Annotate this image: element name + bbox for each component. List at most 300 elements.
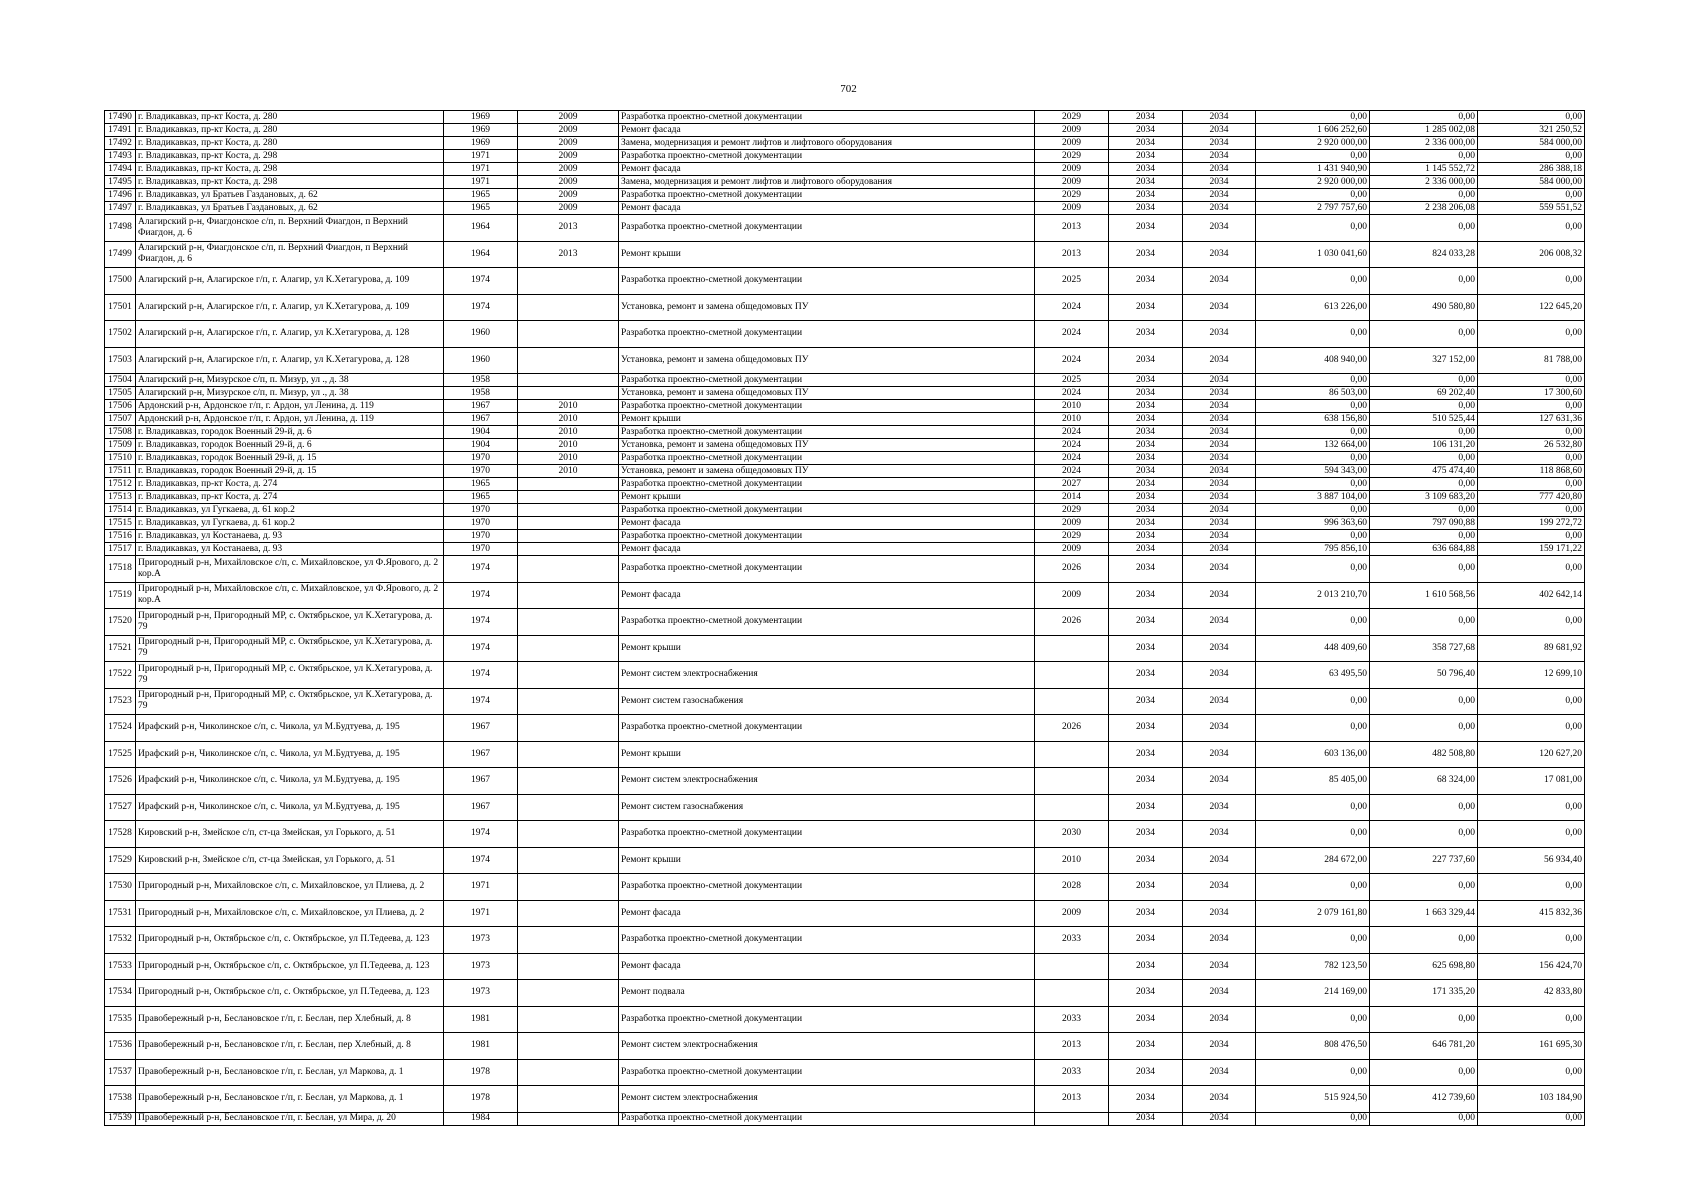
table-row — [105, 741, 1585, 768]
cell-row-number: 17492 — [105, 137, 136, 150]
cell-end-year: 2034 — [1183, 124, 1256, 137]
cell-fund-cost: 824 033,28 — [1370, 241, 1478, 268]
cell-last-repair-year — [518, 478, 619, 491]
cell-row-number: 17507 — [105, 413, 136, 426]
cell-end-year: 2034 — [1183, 111, 1256, 124]
cell-start-year: 2034 — [1109, 374, 1183, 387]
cell-owner-cost: 0,00 — [1478, 504, 1585, 517]
cell-end-year: 2034 — [1183, 241, 1256, 268]
cell-build-year: 1974 — [444, 688, 518, 715]
table-row — [105, 215, 1585, 242]
cell-last-repair-year: 2010 — [518, 465, 619, 478]
cell-end-year: 2034 — [1183, 582, 1256, 609]
cell-address: Кировский р-н, Змейское с/п, ст-ца Змейская, ул Горького, д. 51 — [136, 821, 444, 848]
cell-plan-year: 2013 — [1035, 1086, 1109, 1113]
cell-start-year: 2034 — [1109, 124, 1183, 137]
cell-owner-cost: 0,00 — [1478, 1006, 1585, 1033]
cell-owner-cost: 0,00 — [1478, 321, 1585, 348]
cell-last-repair-year — [518, 543, 619, 556]
cell-row-number: 17537 — [105, 1059, 136, 1086]
cell-owner-cost: 584 000,00 — [1478, 137, 1585, 150]
cell-address: Пригородный р-н, Пригородный МР, с. Октябрьское, ул К.Хетагурова, д. 79 — [136, 662, 444, 689]
cell-row-number: 17513 — [105, 491, 136, 504]
table-row — [105, 1033, 1585, 1060]
table-row — [105, 530, 1585, 543]
cell-build-year: 1967 — [444, 768, 518, 795]
cell-plan-year: 2029 — [1035, 111, 1109, 124]
cell-last-repair-year: 2009 — [518, 124, 619, 137]
cell-address: Пригородный р-н, Пригородный МР, с. Октябрьское, ул К.Хетагурова, д. 79 — [136, 635, 444, 662]
cell-fund-cost: 1 145 552,72 — [1370, 163, 1478, 176]
cell-build-year: 1974 — [444, 556, 518, 583]
cell-last-repair-year — [518, 530, 619, 543]
cell-last-repair-year — [518, 268, 619, 295]
cell-last-repair-year — [518, 517, 619, 530]
cell-start-year: 2034 — [1109, 980, 1183, 1007]
cell-start-year: 2034 — [1109, 163, 1183, 176]
cell-last-repair-year: 2009 — [518, 176, 619, 189]
cell-start-year: 2034 — [1109, 582, 1183, 609]
cell-start-year: 2034 — [1109, 1006, 1183, 1033]
cell-build-year: 1971 — [444, 163, 518, 176]
cell-start-year: 2034 — [1109, 927, 1183, 954]
cell-start-year: 2034 — [1109, 715, 1183, 742]
cell-fund-cost: 0,00 — [1370, 927, 1478, 954]
table-row — [105, 176, 1585, 189]
cell-row-number: 17499 — [105, 241, 136, 268]
cell-fund-cost: 0,00 — [1370, 1112, 1478, 1125]
table-row — [105, 347, 1585, 374]
table-row — [105, 111, 1585, 124]
cell-last-repair-year — [518, 741, 619, 768]
cell-start-year: 2034 — [1109, 202, 1183, 215]
cell-last-repair-year: 2009 — [518, 189, 619, 202]
cell-build-year: 1969 — [444, 137, 518, 150]
cell-last-repair-year — [518, 582, 619, 609]
cell-end-year: 2034 — [1183, 1059, 1256, 1086]
cell-end-year: 2034 — [1183, 321, 1256, 348]
cell-address: Алагирский р-н, Мизурское с/п, п. Мизур, ул ., д. 38 — [136, 387, 444, 400]
cell-end-year: 2034 — [1183, 426, 1256, 439]
cell-work-type: Ремонт фасада — [619, 124, 1035, 137]
cell-build-year: 1974 — [444, 821, 518, 848]
cell-plan-year: 2010 — [1035, 847, 1109, 874]
cell-plan-year: 2013 — [1035, 241, 1109, 268]
cell-total-cost: 808 476,50 — [1256, 1033, 1370, 1060]
cell-build-year: 1960 — [444, 347, 518, 374]
cell-fund-cost: 0,00 — [1370, 215, 1478, 242]
cell-end-year: 2034 — [1183, 347, 1256, 374]
cell-work-type: Ремонт фасада — [619, 163, 1035, 176]
cell-work-type: Разработка проектно-сметной документации — [619, 1006, 1035, 1033]
cell-start-year: 2034 — [1109, 543, 1183, 556]
cell-plan-year — [1035, 980, 1109, 1007]
cell-fund-cost: 0,00 — [1370, 478, 1478, 491]
cell-last-repair-year — [518, 662, 619, 689]
cell-work-type: Разработка проектно-сметной документации — [619, 504, 1035, 517]
table-row — [105, 688, 1585, 715]
cell-address: Правобережный р-н, Беслановское г/п, г. Беслан, пер Хлебный, д. 8 — [136, 1006, 444, 1033]
cell-plan-year: 2026 — [1035, 556, 1109, 583]
cell-owner-cost: 0,00 — [1478, 426, 1585, 439]
cell-row-number: 17538 — [105, 1086, 136, 1113]
cell-address: Пригородный р-н, Пригородный МР, с. Октябрьское, ул К.Хетагурова, д. 79 — [136, 609, 444, 636]
cell-row-number: 17497 — [105, 202, 136, 215]
cell-fund-cost: 0,00 — [1370, 1006, 1478, 1033]
cell-work-type: Ремонт фасада — [619, 517, 1035, 530]
cell-start-year: 2034 — [1109, 1086, 1183, 1113]
cell-plan-year: 2030 — [1035, 821, 1109, 848]
cell-total-cost: 0,00 — [1256, 927, 1370, 954]
cell-work-type: Разработка проектно-сметной документации — [619, 150, 1035, 163]
cell-start-year: 2034 — [1109, 176, 1183, 189]
cell-plan-year: 2033 — [1035, 1059, 1109, 1086]
cell-total-cost: 0,00 — [1256, 478, 1370, 491]
cell-address: г. Владикавказ, городок Военный 29-й, д. 6 — [136, 439, 444, 452]
table-row — [105, 163, 1585, 176]
cell-total-cost: 0,00 — [1256, 715, 1370, 742]
cell-start-year: 2034 — [1109, 530, 1183, 543]
table-row — [105, 439, 1585, 452]
cell-row-number: 17526 — [105, 768, 136, 795]
cell-total-cost: 613 226,00 — [1256, 294, 1370, 321]
cell-row-number: 17512 — [105, 478, 136, 491]
cell-fund-cost: 510 525,44 — [1370, 413, 1478, 426]
table-row — [105, 980, 1585, 1007]
cell-plan-year: 2024 — [1035, 294, 1109, 321]
cell-fund-cost: 1 663 329,44 — [1370, 900, 1478, 927]
cell-row-number: 17503 — [105, 347, 136, 374]
cell-row-number: 17514 — [105, 504, 136, 517]
cell-address: Алагирский р-н, Алагирское г/п, г. Алагир, ул К.Хетагурова, д. 109 — [136, 294, 444, 321]
cell-last-repair-year — [518, 504, 619, 517]
cell-fund-cost: 0,00 — [1370, 556, 1478, 583]
table-row — [105, 847, 1585, 874]
cell-last-repair-year — [518, 374, 619, 387]
cell-start-year: 2034 — [1109, 768, 1183, 795]
cell-build-year: 1974 — [444, 268, 518, 295]
table-row — [105, 1112, 1585, 1125]
cell-start-year: 2034 — [1109, 1112, 1183, 1125]
cell-row-number: 17539 — [105, 1112, 136, 1125]
cell-row-number: 17527 — [105, 794, 136, 821]
cell-work-type: Разработка проектно-сметной документации — [619, 452, 1035, 465]
cell-fund-cost: 0,00 — [1370, 426, 1478, 439]
cell-total-cost: 85 405,00 — [1256, 768, 1370, 795]
cell-row-number: 17523 — [105, 688, 136, 715]
cell-last-repair-year: 2010 — [518, 439, 619, 452]
cell-fund-cost: 68 324,00 — [1370, 768, 1478, 795]
cell-build-year: 1974 — [444, 582, 518, 609]
cell-address: Ардонский р-н, Ардонское г/п, г. Ардон, ул Ленина, д. 119 — [136, 400, 444, 413]
cell-address: г. Владикавказ, ул Костанаева, д. 93 — [136, 530, 444, 543]
cell-row-number: 17521 — [105, 635, 136, 662]
cell-last-repair-year: 2009 — [518, 163, 619, 176]
cell-work-type: Ремонт крыши — [619, 413, 1035, 426]
cell-start-year: 2034 — [1109, 662, 1183, 689]
table-row — [105, 794, 1585, 821]
cell-total-cost: 0,00 — [1256, 452, 1370, 465]
cell-end-year: 2034 — [1183, 768, 1256, 795]
cell-start-year: 2034 — [1109, 517, 1183, 530]
cell-row-number: 17490 — [105, 111, 136, 124]
cell-owner-cost: 120 627,20 — [1478, 741, 1585, 768]
cell-fund-cost: 2 238 206,08 — [1370, 202, 1478, 215]
cell-address: г. Владикавказ, ул Гугкаева, д. 61 кор.2 — [136, 504, 444, 517]
cell-plan-year — [1035, 1112, 1109, 1125]
cell-total-cost: 2 920 000,00 — [1256, 176, 1370, 189]
cell-row-number: 17501 — [105, 294, 136, 321]
cell-total-cost: 2 920 000,00 — [1256, 137, 1370, 150]
cell-owner-cost: 0,00 — [1478, 688, 1585, 715]
cell-start-year: 2034 — [1109, 478, 1183, 491]
cell-end-year: 2034 — [1183, 452, 1256, 465]
cell-owner-cost: 26 532,80 — [1478, 439, 1585, 452]
cell-plan-year: 2029 — [1035, 504, 1109, 517]
cell-owner-cost: 0,00 — [1478, 268, 1585, 295]
cell-owner-cost: 286 388,18 — [1478, 163, 1585, 176]
cell-fund-cost: 1 285 002,08 — [1370, 124, 1478, 137]
cell-work-type: Разработка проектно-сметной документации — [619, 609, 1035, 636]
cell-fund-cost: 482 508,80 — [1370, 741, 1478, 768]
cell-build-year: 1965 — [444, 189, 518, 202]
cell-end-year: 2034 — [1183, 1112, 1256, 1125]
cell-fund-cost: 490 580,80 — [1370, 294, 1478, 321]
cell-fund-cost: 327 152,00 — [1370, 347, 1478, 374]
cell-fund-cost: 0,00 — [1370, 111, 1478, 124]
cell-last-repair-year — [518, 1112, 619, 1125]
cell-fund-cost: 358 727,68 — [1370, 635, 1478, 662]
cell-row-number: 17505 — [105, 387, 136, 400]
table-row — [105, 1086, 1585, 1113]
cell-plan-year: 2033 — [1035, 927, 1109, 954]
cell-end-year: 2034 — [1183, 202, 1256, 215]
cell-plan-year: 2024 — [1035, 426, 1109, 439]
cell-total-cost: 0,00 — [1256, 321, 1370, 348]
cell-total-cost: 2 797 757,60 — [1256, 202, 1370, 215]
cell-work-type: Разработка проектно-сметной документации — [619, 1112, 1035, 1125]
cell-fund-cost: 0,00 — [1370, 715, 1478, 742]
cell-end-year: 2034 — [1183, 953, 1256, 980]
cell-end-year: 2034 — [1183, 150, 1256, 163]
cell-owner-cost: 89 681,92 — [1478, 635, 1585, 662]
cell-total-cost: 0,00 — [1256, 215, 1370, 242]
cell-fund-cost: 0,00 — [1370, 374, 1478, 387]
cell-row-number: 17511 — [105, 465, 136, 478]
cell-total-cost: 0,00 — [1256, 821, 1370, 848]
cell-address: Правобережный р-н, Беслановское г/п, г. Беслан, ул Маркова, д. 1 — [136, 1086, 444, 1113]
cell-fund-cost: 2 336 000,00 — [1370, 137, 1478, 150]
cell-start-year: 2034 — [1109, 794, 1183, 821]
cell-total-cost: 0,00 — [1256, 1006, 1370, 1033]
cell-work-type: Ремонт подвала — [619, 980, 1035, 1007]
cell-address: г. Владикавказ, ул Костанаева, д. 93 — [136, 543, 444, 556]
cell-work-type: Замена, модернизация и ремонт лифтов и лифтового оборудования — [619, 137, 1035, 150]
table-row — [105, 556, 1585, 583]
cell-row-number: 17535 — [105, 1006, 136, 1033]
cell-total-cost: 0,00 — [1256, 400, 1370, 413]
cell-owner-cost: 199 272,72 — [1478, 517, 1585, 530]
cell-start-year: 2034 — [1109, 241, 1183, 268]
cell-row-number: 17493 — [105, 150, 136, 163]
cell-address: г. Владикавказ, пр-кт Коста, д. 298 — [136, 150, 444, 163]
cell-end-year: 2034 — [1183, 189, 1256, 202]
cell-last-repair-year — [518, 491, 619, 504]
cell-owner-cost: 321 250,52 — [1478, 124, 1585, 137]
cell-total-cost: 0,00 — [1256, 268, 1370, 295]
cell-owner-cost: 206 008,32 — [1478, 241, 1585, 268]
cell-build-year: 1973 — [444, 927, 518, 954]
cell-end-year: 2034 — [1183, 635, 1256, 662]
cell-end-year: 2034 — [1183, 874, 1256, 901]
cell-address: Ардонский р-н, Ардонское г/п, г. Ардон, ул Ленина, д. 119 — [136, 413, 444, 426]
cell-build-year: 1970 — [444, 543, 518, 556]
cell-start-year: 2034 — [1109, 874, 1183, 901]
cell-total-cost: 408 940,00 — [1256, 347, 1370, 374]
cell-owner-cost: 559 551,52 — [1478, 202, 1585, 215]
cell-fund-cost: 0,00 — [1370, 504, 1478, 517]
cell-address: Пригородный р-н, Михайловское с/п, с. Михайловское, ул Ф.Ярового, д. 2 кор.А — [136, 582, 444, 609]
cell-plan-year: 2033 — [1035, 1006, 1109, 1033]
cell-address: Ирафский р-н, Чиколинское с/п, с. Чикола, ул М.Будтуева, д. 195 — [136, 741, 444, 768]
cell-plan-year — [1035, 688, 1109, 715]
cell-work-type: Ремонт систем газоснабжения — [619, 794, 1035, 821]
cell-fund-cost: 171 335,20 — [1370, 980, 1478, 1007]
cell-row-number: 17532 — [105, 927, 136, 954]
cell-total-cost: 284 672,00 — [1256, 847, 1370, 874]
cell-last-repair-year — [518, 688, 619, 715]
cell-build-year: 1970 — [444, 517, 518, 530]
cell-total-cost: 603 136,00 — [1256, 741, 1370, 768]
cell-build-year: 1965 — [444, 478, 518, 491]
cell-last-repair-year: 2009 — [518, 137, 619, 150]
cell-end-year: 2034 — [1183, 662, 1256, 689]
cell-owner-cost: 402 642,14 — [1478, 582, 1585, 609]
cell-plan-year: 2026 — [1035, 715, 1109, 742]
cell-owner-cost: 777 420,80 — [1478, 491, 1585, 504]
cell-start-year: 2034 — [1109, 556, 1183, 583]
cell-total-cost: 515 924,50 — [1256, 1086, 1370, 1113]
cell-owner-cost: 0,00 — [1478, 530, 1585, 543]
cell-end-year: 2034 — [1183, 400, 1256, 413]
cell-end-year: 2034 — [1183, 1086, 1256, 1113]
cell-build-year: 1965 — [444, 202, 518, 215]
cell-address: г. Владикавказ, пр-кт Коста, д. 274 — [136, 478, 444, 491]
cell-fund-cost: 0,00 — [1370, 821, 1478, 848]
cell-owner-cost: 122 645,20 — [1478, 294, 1585, 321]
cell-address: Алагирский р-н, Фиагдонское с/п, п. Верхний Фиагдон, п Верхний Фиагдон, д. 6 — [136, 241, 444, 268]
table-row — [105, 900, 1585, 927]
cell-owner-cost: 103 184,90 — [1478, 1086, 1585, 1113]
table-row — [105, 294, 1585, 321]
cell-total-cost: 86 503,00 — [1256, 387, 1370, 400]
cell-work-type: Ремонт систем газоснабжения — [619, 688, 1035, 715]
cell-last-repair-year: 2009 — [518, 202, 619, 215]
cell-last-repair-year — [518, 1059, 619, 1086]
cell-work-type: Ремонт фасада — [619, 953, 1035, 980]
cell-owner-cost: 0,00 — [1478, 189, 1585, 202]
cell-row-number: 17504 — [105, 374, 136, 387]
cell-build-year: 1971 — [444, 900, 518, 927]
cell-end-year: 2034 — [1183, 517, 1256, 530]
cell-last-repair-year: 2009 — [518, 150, 619, 163]
cell-total-cost: 782 123,50 — [1256, 953, 1370, 980]
cell-address: Правобережный р-н, Беслановское г/п, г. Беслан, ул Маркова, д. 1 — [136, 1059, 444, 1086]
cell-owner-cost: 415 832,36 — [1478, 900, 1585, 927]
cell-plan-year: 2024 — [1035, 387, 1109, 400]
cell-row-number: 17531 — [105, 900, 136, 927]
cell-work-type: Разработка проектно-сметной документации — [619, 321, 1035, 348]
cell-build-year: 1974 — [444, 294, 518, 321]
cell-last-repair-year — [518, 847, 619, 874]
table-row — [105, 478, 1585, 491]
cell-fund-cost: 2 336 000,00 — [1370, 176, 1478, 189]
cell-owner-cost: 161 695,30 — [1478, 1033, 1585, 1060]
cell-plan-year: 2010 — [1035, 400, 1109, 413]
cell-plan-year: 2009 — [1035, 137, 1109, 150]
cell-end-year: 2034 — [1183, 900, 1256, 927]
cell-fund-cost: 0,00 — [1370, 189, 1478, 202]
cell-plan-year: 2009 — [1035, 202, 1109, 215]
cell-work-type: Ремонт фасада — [619, 543, 1035, 556]
cell-work-type: Ремонт систем электроснабжения — [619, 1033, 1035, 1060]
cell-address: Кировский р-н, Змейское с/п, ст-ца Змейская, ул Горького, д. 51 — [136, 847, 444, 874]
cell-end-year: 2034 — [1183, 163, 1256, 176]
cell-row-number: 17508 — [105, 426, 136, 439]
cell-last-repair-year — [518, 953, 619, 980]
cell-row-number: 17525 — [105, 741, 136, 768]
cell-address: г. Владикавказ, пр-кт Коста, д. 280 — [136, 137, 444, 150]
cell-address: Правобережный р-н, Беслановское г/п, г. Беслан, ул Мира, д. 20 — [136, 1112, 444, 1125]
cell-end-year: 2034 — [1183, 688, 1256, 715]
cell-plan-year — [1035, 768, 1109, 795]
cell-address: Ирафский р-н, Чиколинское с/п, с. Чикола, ул М.Будтуева, д. 195 — [136, 715, 444, 742]
cell-row-number: 17515 — [105, 517, 136, 530]
cell-plan-year: 2029 — [1035, 530, 1109, 543]
cell-build-year: 1967 — [444, 741, 518, 768]
cell-build-year: 1970 — [444, 465, 518, 478]
cell-row-number: 17530 — [105, 874, 136, 901]
cell-build-year: 1969 — [444, 124, 518, 137]
table-row — [105, 662, 1585, 689]
table-row — [105, 413, 1585, 426]
cell-start-year: 2034 — [1109, 504, 1183, 517]
cell-work-type: Разработка проектно-сметной документации — [619, 215, 1035, 242]
cell-row-number: 17502 — [105, 321, 136, 348]
cell-plan-year: 2026 — [1035, 609, 1109, 636]
cell-work-type: Разработка проектно-сметной документации — [619, 927, 1035, 954]
cell-build-year: 1904 — [444, 426, 518, 439]
table-row — [105, 189, 1585, 202]
table-row — [105, 504, 1585, 517]
cell-fund-cost: 475 474,40 — [1370, 465, 1478, 478]
table-row — [105, 635, 1585, 662]
cell-last-repair-year — [518, 1086, 619, 1113]
cell-build-year: 1967 — [444, 400, 518, 413]
cell-start-year: 2034 — [1109, 900, 1183, 927]
cell-last-repair-year — [518, 1006, 619, 1033]
cell-address: Пригородный р-н, Октябрьское с/п, с. Октябрьское, ул П.Тедеева, д. 123 — [136, 953, 444, 980]
cell-owner-cost: 17 300,60 — [1478, 387, 1585, 400]
cell-last-repair-year: 2010 — [518, 413, 619, 426]
cell-owner-cost: 81 788,00 — [1478, 347, 1585, 374]
cell-end-year: 2034 — [1183, 478, 1256, 491]
cell-work-type: Ремонт систем электроснабжения — [619, 1086, 1035, 1113]
cell-total-cost: 2 079 161,80 — [1256, 900, 1370, 927]
cell-last-repair-year — [518, 635, 619, 662]
cell-last-repair-year — [518, 609, 619, 636]
cell-start-year: 2034 — [1109, 1059, 1183, 1086]
